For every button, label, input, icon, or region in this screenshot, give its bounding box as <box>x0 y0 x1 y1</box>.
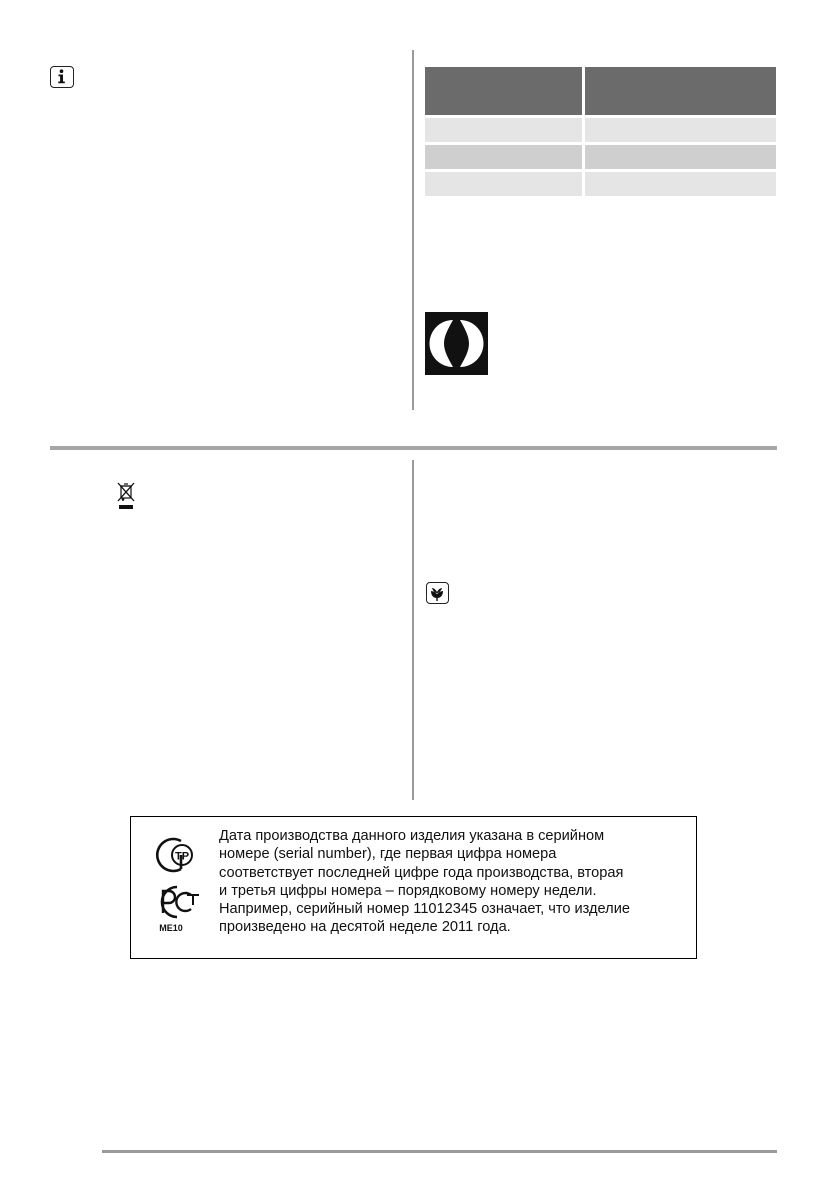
cert-notice-line: Например, серийный номер 11012345 означает, что изделие <box>219 901 630 918</box>
spec-header-cell <box>584 67 777 117</box>
environment-flower-icon <box>426 582 449 604</box>
cert-notice-line: и третья цифры номера – порядковому номеру недели. <box>219 882 597 899</box>
cert-mark-code: ME10 <box>159 923 183 933</box>
column-divider-bottom <box>412 460 414 800</box>
cert-notice-text <box>219 827 689 937</box>
certification-notice <box>130 816 697 959</box>
spec-cell <box>584 117 777 144</box>
svg-text:ТР: ТР <box>174 850 190 863</box>
spec-cell <box>425 144 584 171</box>
spec-table-header <box>425 67 776 117</box>
eac-tr-mark <box>151 835 205 875</box>
cert-notice-line: соответствует последней цифре года производства, вторая <box>219 864 624 881</box>
column-divider-top <box>412 50 414 410</box>
spec-cell <box>425 171 584 197</box>
spec-header-cell <box>425 67 584 117</box>
table-row <box>425 117 776 144</box>
table-row <box>425 171 776 197</box>
spec-cell <box>584 171 777 197</box>
spec-cell <box>425 117 584 144</box>
table-row <box>425 144 776 171</box>
electrolux-logo <box>425 312 488 375</box>
cert-notice-line: номере (serial number), где первая цифра номера <box>219 846 557 863</box>
spec-table <box>425 67 776 196</box>
footer-divider <box>102 1150 777 1153</box>
spec-cell <box>584 144 777 171</box>
pct-gost-mark <box>151 883 205 921</box>
cert-notice-line: произведено на десятой неделе 2011 года. <box>219 919 511 936</box>
section-divider <box>50 446 777 450</box>
cert-notice-line: Дата производства данного изделия указана в серийном <box>219 828 605 844</box>
crossed-out-wheelie-bin-icon <box>116 481 136 511</box>
info-icon <box>50 66 74 88</box>
